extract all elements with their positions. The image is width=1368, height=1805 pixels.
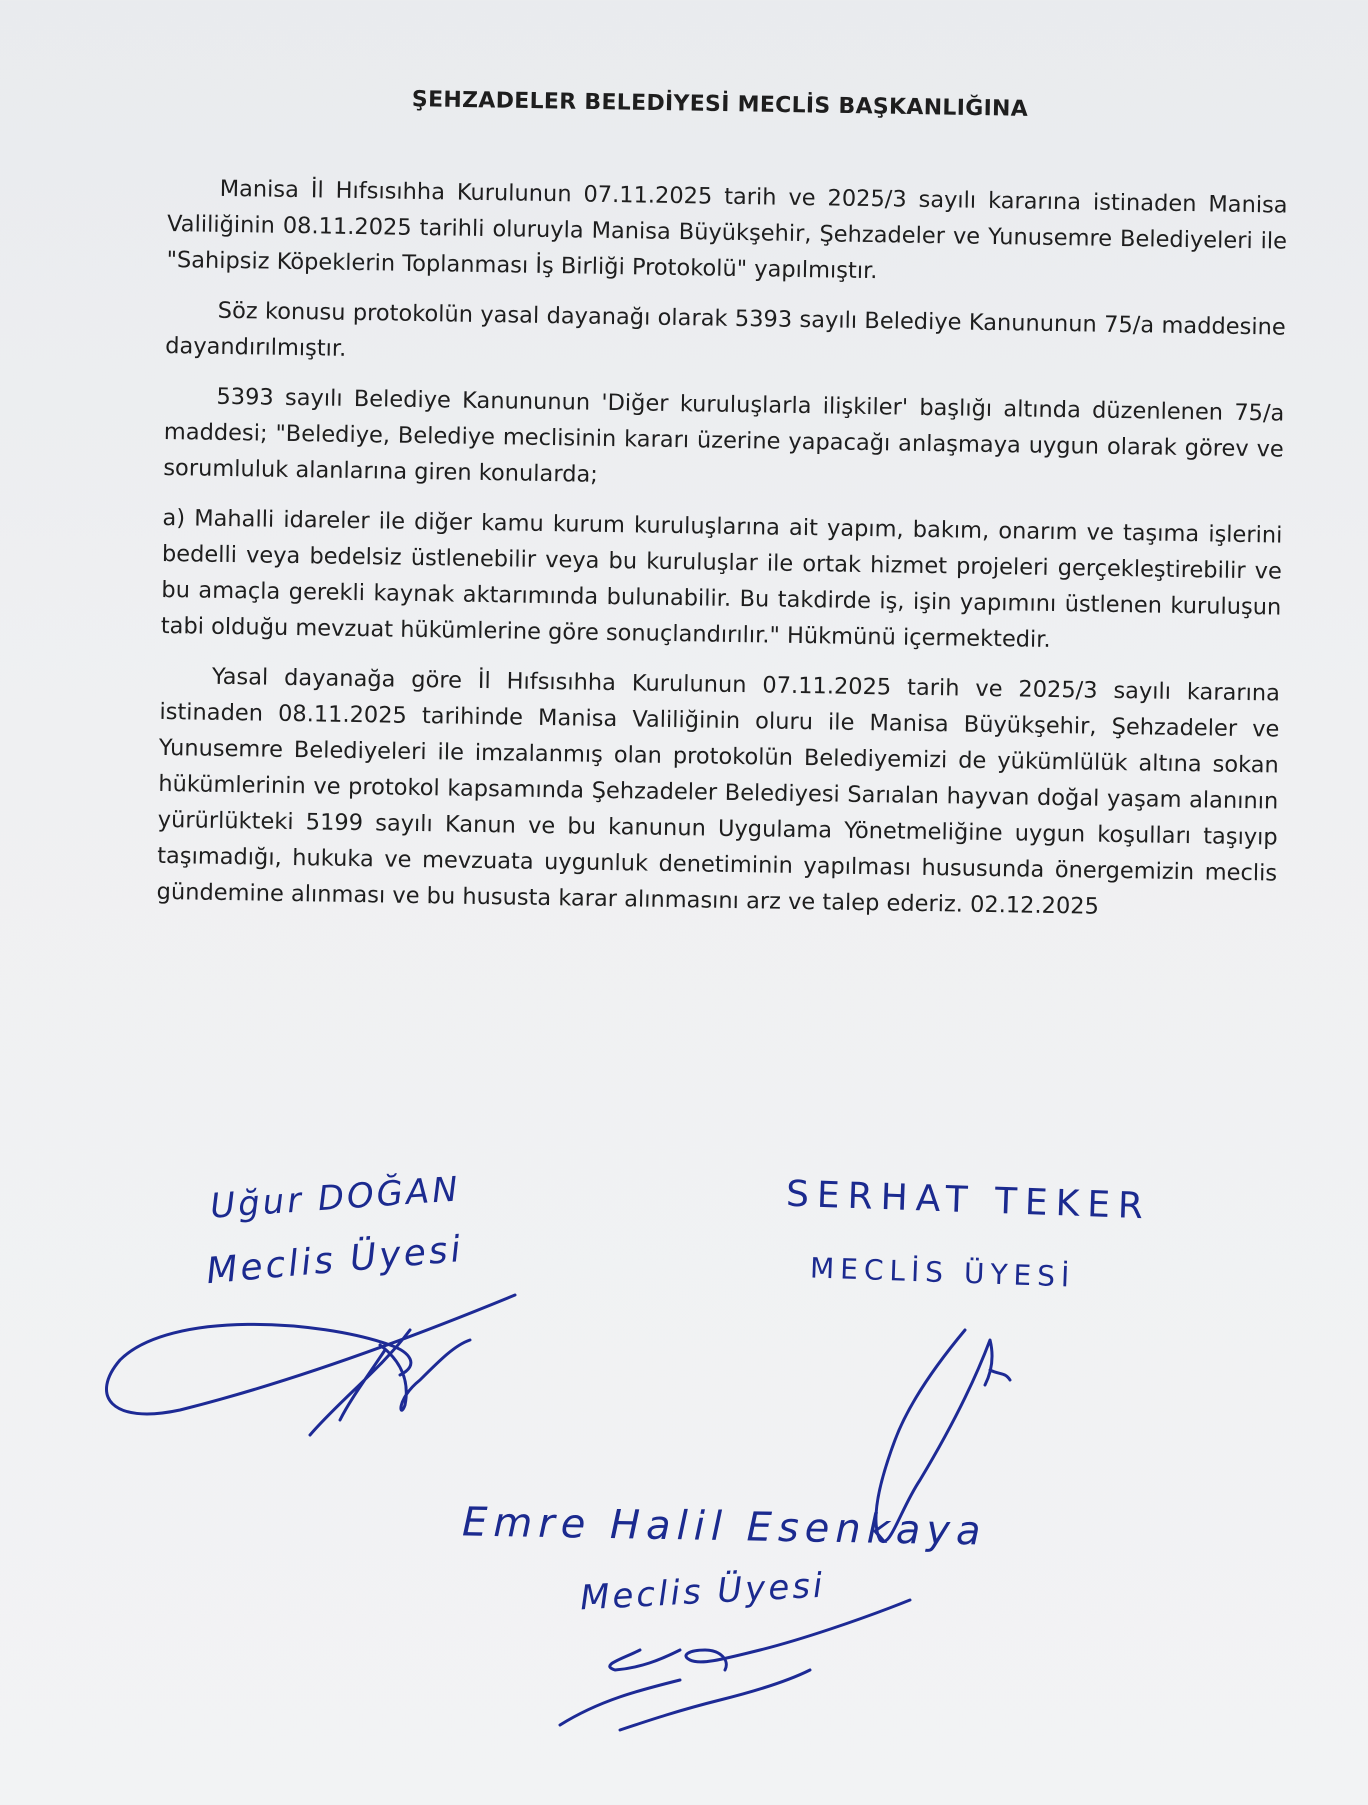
signature-1-name: Uğur DOĞAN (208, 1169, 462, 1227)
signature-2-role: MECLİS ÜYESİ (809, 1251, 1076, 1294)
paragraph-5: Yasal dayanağa göre İl Hıfsısıhha Kurulunun 07.11.2025 tarih ve 2025/3 sayılı kararına istinaden 08.11.2025 tarihinde Manisa Valiliğinin oluru ile Manisa Büyükşehir, Şehzadeler ve Yunusemre Belediyeleri ile imzalanmış olan protokolün Belediyemizi de yükümlülük altına sokan hükümlerinin ve protokol kapsamında Şehzadeler Belediyesi Sarıalan hayvan doğal yaşam alanının yürürlükteki 5199 sayılı Kanun ve bu kanunun Uygulama Yönetmeliğine uygun koşulları taşıyıp taşımadığı, hukuka ve mevzuata uygunluk denetiminin yapılması hususunda önergemizin meclis gündemine alınması ve bu hususta karar alınmasını arz ve talep ederiz. 02.12.2025 (156, 663, 1281, 920)
paragraph-3: 5393 sayılı Belediye Kanununun 'Diğer kuruluşlarla ilişkiler' başlığı altında düzenlenen 75/a maddesi; "Belediye, Belediye meclisinin kararı üzerine yapacağı anlaşmaya uygun olarak görev ve sorumluluk alanlarına giren konularda; (163, 383, 1285, 488)
paragraph-2: Söz konusu protokolün yasal dayanağı olarak 5393 sayılı Belediye Kanununun 75/a maddesine dayandırılmıştır. (165, 297, 1286, 362)
signature-1-mark (107, 1295, 516, 1435)
signature-2-mark (876, 1330, 1010, 1542)
signature-3-role: Meclis Üyesi (579, 1565, 827, 1619)
document-title: ŞEHZADELER BELEDİYESİ MECLİS BAŞKANLIĞINA (411, 87, 1029, 122)
signature-3-name: Emre Halil Esenkaya (461, 1499, 987, 1555)
paragraph-4: a) Mahalli idareler ile diğer kamu kurum kuruluşlarına ait yapım, bakım, onarım ve taşıma işlerini bedelli veya bedelsiz üstlenebilir veya bu kuruluşlar ile ortak hizmet projeleri gerçekleştirebilir ve bu amaçla gerekli kaynak aktarımında bulunabilir. Bu takdirde iş, işin yapımını üstlenen kuruluşun tabi olduğu mevzuat hükümlerine göre sonuçlandırılır." Hükmünü içermektedir. (160, 504, 1283, 653)
signature-3-mark (560, 1600, 910, 1730)
signature-1-role: Meclis Üyesi (204, 1228, 466, 1293)
paragraph-1: Manisa İl Hıfsısıhha Kurulunun 07.11.2025 tarih ve 2025/3 sayılı kararına istinaden Manisa Valiliğinin 08.11.2025 tarihli oluruyla Manisa Büyükşehir, Şehzadeler ve Yunusemre Belediyeleri ile "Sahipsiz Köpeklerin Toplanması İş Birliği Protokolü" yapılmıştır. (166, 175, 1288, 285)
signature-2-name: SERHAT TEKER (785, 1173, 1152, 1228)
